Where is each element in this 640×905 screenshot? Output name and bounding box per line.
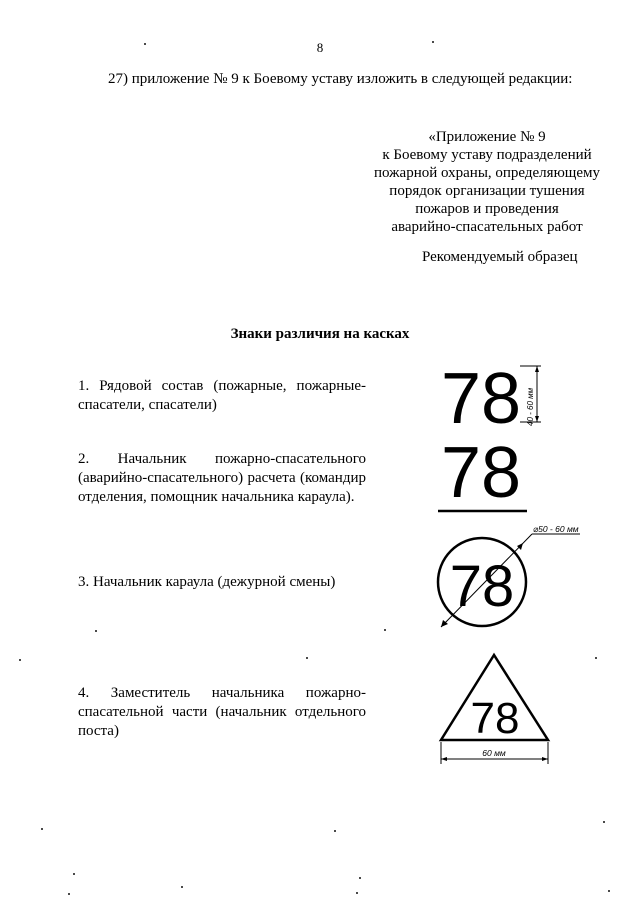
page-number: 8: [316, 40, 324, 55]
sign-triangle-number: [441, 655, 548, 764]
appendix-line: порядок организации тушения: [389, 183, 585, 199]
sign-3-number: 78: [449, 554, 515, 619]
appendix-line: аварийно-спасательных работ: [391, 219, 583, 235]
appendix-line: пожаров и проведения: [415, 201, 559, 217]
sign-3-dimension: ⌀50 - 60 мм: [533, 524, 579, 534]
sign-circled-number: [438, 524, 580, 764]
appendix-line: к Боевому уставу подразделений: [382, 147, 592, 163]
appendix-line: «Приложение № 9: [428, 129, 546, 145]
sign-4-dimension: 60 мм: [482, 748, 506, 758]
sign-1-number: 78: [440, 359, 522, 439]
appendix-line: пожарной охраны, определяющему: [374, 165, 600, 181]
section-title: Знаки различия на касках: [230, 326, 410, 342]
sample-label: Рекомендуемый образец: [422, 249, 578, 265]
intro-text: 27) приложение № 9 к Боевому уставу изложить в следующей редакции:: [108, 71, 573, 87]
sign-underlined-number: [438, 433, 580, 764]
item-line: (аварийно-спасательного) расчета (командир: [78, 470, 366, 486]
item-line: отделения, помощник начальника караула).: [78, 489, 355, 505]
sign-4-number: 78: [470, 694, 520, 743]
sign-2-number: 78: [440, 433, 522, 513]
item-line: 1. Рядовой состав (пожарные, пожарные-: [78, 378, 366, 394]
item-line: спасательной части (начальник отдельного: [78, 704, 366, 720]
item-line: спасатели, спасатели): [78, 397, 217, 413]
item-line: поста): [78, 723, 119, 739]
sign-1-dimension: 40 - 60 мм: [526, 387, 535, 426]
item-line: 3. Начальник караула (дежурной смены): [78, 574, 336, 590]
sign-plain-number: [438, 359, 580, 764]
item-line: 4. Заместитель начальника пожарно-: [78, 685, 366, 701]
item-line: 2. Начальник пожарно-спасательного: [78, 451, 366, 467]
